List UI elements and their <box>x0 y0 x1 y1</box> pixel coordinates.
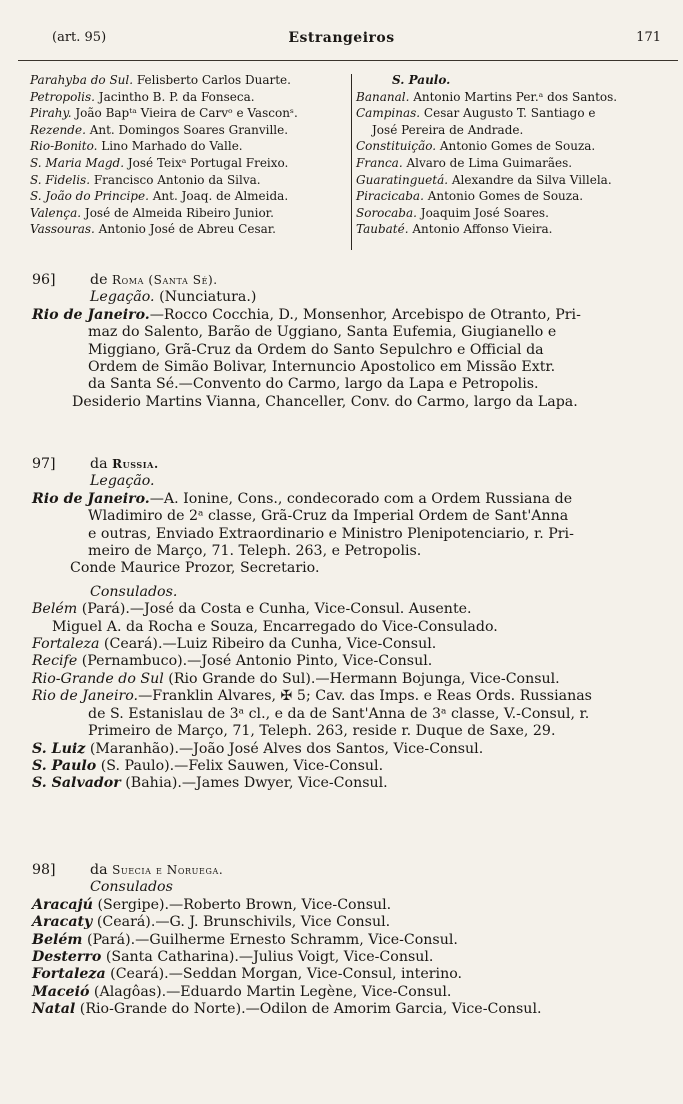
entry-text: (Bahia).—James Dwyer, Vice-Consul. <box>120 775 388 792</box>
legation-subheading: Legação. (Nunciatura.) <box>90 289 257 306</box>
place-name: Rio-Grande do Sul <box>32 670 164 687</box>
legation-entry-line <box>32 526 662 543</box>
entry-text: (Rio Grande do Sul).—Hermann Bojunga, Vice-Consul. <box>163 670 560 687</box>
directory-entry <box>30 205 350 222</box>
consulates-subheading: Consulados. <box>90 583 178 600</box>
legation-entry-line <box>32 491 662 508</box>
consul-entry <box>32 601 662 618</box>
place-name: S. Luiz <box>32 740 86 757</box>
entry-text: Primeiro de Março, 71, Teleph. 263, reside r. Duque de Saxe, 29. <box>88 723 556 740</box>
legation-entry-line <box>32 376 662 393</box>
entry-text: Alvaro de Lima Guimarães. <box>402 155 573 170</box>
entry-text: (Pará).—Guilherme Ernesto Schramm, Vice-Consul. <box>82 931 458 948</box>
section-number: 98] <box>32 862 56 878</box>
consul-entry <box>32 1001 662 1018</box>
entry-text: Miggiano, Grã-Cruz da Ordem do Santo Sepulchro e Official da <box>88 341 544 358</box>
place-name: Campinas. <box>356 106 421 121</box>
running-title: Estrangeiros <box>288 30 395 46</box>
place-name: Belém <box>32 931 83 948</box>
entry-text: —Franklin Alvares, ✠ 5; Cav. das Imps. e Reas Ords. Russianas <box>138 688 592 705</box>
directory-entry <box>30 188 350 205</box>
section-number: 96] <box>32 272 56 288</box>
directory-entry <box>30 72 350 89</box>
directory-entry <box>30 172 350 189</box>
legation-entry-line <box>32 543 662 560</box>
entry-text: (Ceará).—Luiz Ribeiro da Cunha, Vice-Consul. <box>99 636 437 653</box>
right-column <box>356 72 671 238</box>
page-number: 171 <box>636 30 661 45</box>
legation-subheading: Legação. <box>90 473 155 490</box>
staff-entry: Conde Maurice Prozor, Secretario. <box>70 560 320 577</box>
legation-entry-line <box>32 324 662 341</box>
directory-entry <box>356 172 671 189</box>
place-name: Recife <box>32 653 78 670</box>
place-name: Fortaleza <box>32 636 100 653</box>
directory-entry <box>356 221 671 238</box>
place-name: Rezende. <box>30 122 86 137</box>
consul-entry <box>32 636 662 653</box>
consul-entry <box>32 966 662 983</box>
consul-entry <box>32 706 662 723</box>
left-column <box>30 72 350 238</box>
entry-text: Joaquim José Soares. <box>416 205 549 220</box>
place-name: Guaratinguetá. <box>356 172 449 187</box>
place-name: Desterro <box>32 949 102 966</box>
place-name: Constituição. <box>356 139 437 154</box>
entry-text: —A. Ionine, Cons., condecorado com a Ordem Russiana de <box>149 490 573 507</box>
consul-entry <box>32 619 662 636</box>
place-name: Sorocaba. <box>356 205 417 220</box>
directory-entry <box>356 205 671 222</box>
place-name: Petropolis. <box>30 89 95 104</box>
section-heading: 97] da Russia. <box>32 456 159 472</box>
entry-text: (Pará).—José da Costa e Cunha, Vice-Consul. Ausente. <box>77 601 472 618</box>
entry-text: Antonio José de Abreu Cesar. <box>94 222 276 237</box>
country-name: Roma <box>112 273 144 287</box>
consul-entry <box>32 688 662 705</box>
consul-entry <box>32 653 662 670</box>
legation-entry-line <box>32 359 662 376</box>
entry-text: João Bapᵗᵃ Vieira de Carvᵒ e Vasconˢ. <box>71 106 298 121</box>
place-name: Aracaty <box>32 914 93 931</box>
consul-entry <box>32 775 662 792</box>
consul-entry <box>32 897 662 914</box>
entry-text: (Sergipe).—Roberto Brown, Vice-Consul. <box>92 896 392 913</box>
place-name: Rio de Janeiro. <box>32 306 150 323</box>
place-name: Franca. <box>356 155 403 170</box>
place-name: Rio de Janeiro. <box>32 688 139 705</box>
entry-text: José Pereira de Andrade. <box>372 122 524 137</box>
directory-entry <box>30 138 350 155</box>
entry-text: Jacintho B. P. da Fonseca. <box>94 89 255 104</box>
entry-text: (Santa Catharina).—Julius Voigt, Vice-Consul. <box>101 949 434 966</box>
entry-text: (Alagôas).—Eduardo Martin Legène, Vice-Consul. <box>89 983 452 1000</box>
entry-text: (Rio-Grande do Norte).—Odilon de Amorim Garcia, Vice-Consul. <box>75 1001 542 1018</box>
section-heading: 96] de Roma (Santa Sé). <box>32 272 218 288</box>
place-name: S. Salvador <box>32 775 121 792</box>
place-name: Pirahy. <box>30 106 72 121</box>
directory-entry <box>356 89 671 106</box>
section-97 <box>32 456 662 793</box>
place-name: Rio de Janeiro. <box>32 490 150 507</box>
country-name: Suecia e Noruega. <box>112 863 224 877</box>
entry-text: Ant. Joaq. de Almeida. <box>148 189 289 204</box>
legation-entry-line <box>32 508 662 525</box>
entry-text: Antonio Gomes de Souza. <box>436 139 596 154</box>
entry-text: José de Almeida Ribeiro Junior. <box>81 205 274 220</box>
directory-entry <box>30 105 350 122</box>
entry-text: —Rocco Cocchia, D., Monsenhor, Arcebispo de Otranto, Pri- <box>149 306 581 323</box>
consul-entry <box>32 984 662 1001</box>
entry-text: da Santa Sé.—Convento do Carmo, largo da Lapa e Petropolis. <box>88 376 539 393</box>
entry-text: Cesar Augusto T. Santiago e <box>420 106 596 121</box>
entry-text: meiro de Março, 71. Teleph. 263, e Petropolis. <box>88 543 422 560</box>
directory-entry <box>356 138 671 155</box>
place-name: S. Paulo <box>32 757 97 774</box>
directory-entry <box>356 105 671 122</box>
entry-text: Antonio Martins Per.ᵃ dos Santos. <box>409 89 618 104</box>
entry-text: Felisberto Carlos Duarte. <box>133 73 291 87</box>
column-divider <box>351 74 352 250</box>
entry-text: Francisco Antonio da Silva. <box>90 172 261 187</box>
consul-entry <box>32 949 662 966</box>
place-name: Belém <box>32 601 78 618</box>
entry-text: e outras, Enviado Extraordinario e Ministro Plenipotenciario, r. Pri- <box>88 525 574 542</box>
directory-entry <box>30 89 350 106</box>
place-name: Valença. <box>30 205 82 220</box>
entry-text: Miguel A. da Rocha e Souza, Encarregado do Vice-Consulado. <box>52 618 498 635</box>
entry-text: (Ceará).—Seddan Morgan, Vice-Consul, interino. <box>105 966 463 983</box>
entry-text: Wladimiro de 2ᵃ classe, Grã-Cruz da Imperial Ordem de Sant'Anna <box>88 508 569 525</box>
place-name: Natal <box>32 1001 76 1018</box>
legation-entry-line <box>32 342 662 359</box>
consul-entry <box>32 741 662 758</box>
entry-text: Ant. Domingos Soares Granville. <box>85 122 289 137</box>
place-name: S. Fidelis. <box>30 172 91 187</box>
directory-entry <box>356 122 671 139</box>
place-name: Bananal. <box>356 89 410 104</box>
country-name: Russia. <box>112 457 159 471</box>
consul-entry <box>32 723 662 740</box>
consul-entry <box>32 758 662 775</box>
entry-text: de S. Estanislau de 3ᵃ cl., e da de Sant'Anna de 3ᵃ classe, V.-Consul, r. <box>88 705 590 722</box>
legation-entry-line <box>32 307 662 324</box>
entry-text: Antonio Gomes de Souza. <box>423 189 584 204</box>
place-name: Rio-Bonito. <box>30 139 98 154</box>
entry-text: Lino Marhado do Valle. <box>97 139 243 154</box>
section-96 <box>32 272 662 411</box>
header-rule <box>18 60 678 61</box>
consul-entry <box>32 671 662 688</box>
entry-text: (S. Paulo).—Felix Sauwen, Vice-Consul. <box>96 757 384 774</box>
place-name: Parahyba do Sul. <box>30 73 134 87</box>
place-name: Fortaleza <box>32 966 106 983</box>
article-reference: (art. 95) <box>52 30 107 45</box>
consul-entry <box>32 932 662 949</box>
entry-text: maz do Salento, Barão de Uggiano, Santa Eufemia, Giugianello e <box>88 324 557 341</box>
place-name: S. Maria Magd. <box>30 155 125 170</box>
entry-text: Antonio Affonso Vieira. <box>408 222 553 237</box>
place-name: Taubaté. <box>356 222 409 237</box>
directory-entry <box>30 221 350 238</box>
place-name: Maceió <box>32 983 90 1000</box>
place-name: Piracicaba. <box>356 189 424 204</box>
staff-entry: Desiderio Martins Vianna, Chanceller, Conv. do Carmo, largo da Lapa. <box>72 393 578 410</box>
directory-entry <box>356 155 671 172</box>
entry-text: Alexandre da Silva Villela. <box>448 172 612 187</box>
section-number: 97] <box>32 456 56 472</box>
state-heading: S. Paulo. <box>392 73 451 87</box>
entry-text: Ordem de Simão Bolivar, Internuncio Apostolico em Missão Extr. <box>88 359 556 376</box>
section-98 <box>32 862 662 1019</box>
entry-text: (Pernambuco).—José Antonio Pinto, Vice-Consul. <box>77 653 433 670</box>
directory-entry <box>356 188 671 205</box>
entry-text: José Teixᵃ Portugal Freixo. <box>124 155 289 170</box>
consul-entry <box>32 914 662 931</box>
directory-entry <box>30 122 350 139</box>
entry-text: (Maranhão).—João José Alves dos Santos, Vice-Consul. <box>85 740 484 757</box>
section-heading: 98] da Suecia e Noruega. <box>32 862 224 878</box>
consulates-subheading: Consulados <box>90 879 173 896</box>
place-name: Vassouras. <box>30 222 95 237</box>
place-name: S. João do Principe. <box>30 189 149 204</box>
directory-entry <box>30 155 350 172</box>
place-name: Aracajú <box>32 896 93 913</box>
entry-text: (Ceará).—G. J. Brunschivils, Vice Consul. <box>92 914 391 931</box>
